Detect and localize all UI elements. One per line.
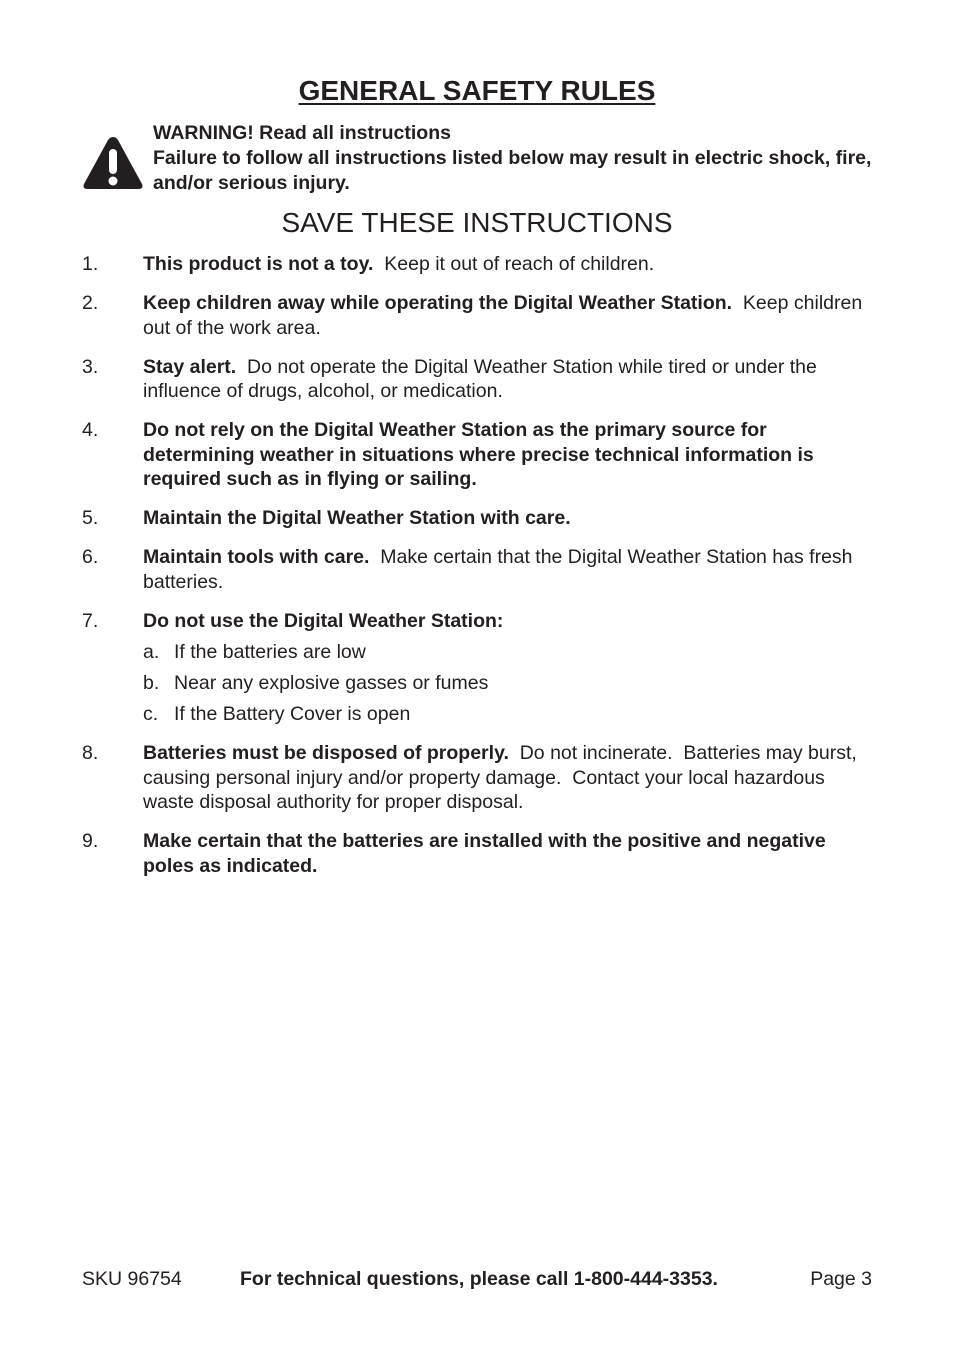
rule-number: 2. xyxy=(82,291,99,314)
rule-bold-text: Do not rely on the Digital Weather Station as the primary source for determining weather in situations where precise technical information is required such as in flying or sailing. xyxy=(143,419,814,491)
rule-number: 9. xyxy=(82,830,99,853)
rule-bold-text: Maintain tools with care. xyxy=(143,546,370,569)
rule-bold-text: This product is not a toy. xyxy=(143,253,374,275)
rule-text: Keep children out of the work area. xyxy=(143,291,868,339)
rule-bold-text: Stay alert. xyxy=(143,355,237,378)
warning-triangle-icon xyxy=(82,134,144,192)
rule-item xyxy=(82,609,872,727)
rule-number: 8. xyxy=(82,742,99,765)
rule-number: 4. xyxy=(82,419,99,442)
rule-number: 7. xyxy=(82,609,99,632)
rule-item xyxy=(82,545,872,594)
rule-item xyxy=(82,252,872,277)
technical-support-line: For technical questions, please call 1-800-444-3353. xyxy=(240,1268,718,1290)
rule-bold-text: Maintain the Digital Weather Station with care. xyxy=(143,507,571,530)
rule-number: 5. xyxy=(82,507,99,530)
rule-item xyxy=(82,506,872,531)
page-title xyxy=(0,74,954,108)
sku-number: SKU 96754 xyxy=(82,1268,182,1290)
rule-text: Keep it out of reach of children. xyxy=(373,253,655,275)
rule-subitem xyxy=(143,702,872,727)
rule-item xyxy=(82,829,872,878)
subitem-letter: b. xyxy=(143,672,160,695)
rule-bold-text: Batteries must be disposed of properly. xyxy=(143,742,509,765)
page-number: Page 3 xyxy=(810,1268,872,1290)
subitem-text: Near any explosive gasses or fumes xyxy=(174,672,489,695)
rule-text: Do not operate the Digital Weather Station while tired or under the influence of drugs, alcohol, or medication. xyxy=(143,355,823,403)
rule-bold-text: Keep children away while operating the Digital Weather Station. xyxy=(143,291,733,314)
page-title-text: GENERAL SAFETY RULES xyxy=(298,75,656,106)
subitem-text: If the Battery Cover is open xyxy=(174,703,411,726)
rule-subitem xyxy=(143,640,872,665)
rule-number: 6. xyxy=(82,546,99,569)
rule-item xyxy=(82,355,872,404)
subitem-letter: a. xyxy=(143,640,160,663)
warning-heading: WARNING! Read all instructions xyxy=(153,122,451,144)
rule-item xyxy=(82,741,872,815)
subitem-text: If the batteries are low xyxy=(174,640,366,663)
warning-block xyxy=(153,121,893,195)
rule-subitem xyxy=(143,671,872,696)
save-instructions-heading: SAVE THESE INSTRUCTIONS xyxy=(281,207,673,238)
rule-number: 3. xyxy=(82,355,99,378)
rule-text: Do not incinerate. Batteries may burst, causing personal injury and/or property damage. Contact your local hazardous waste disposal authority for proper disposal. xyxy=(143,742,863,814)
rule-number: 1. xyxy=(82,253,99,275)
rule-text: Make certain that the Digital Weather Station has fresh batteries. xyxy=(143,546,858,593)
rule-bold-text: Make certain that the batteries are installed with the positive and negative poles as indicated. xyxy=(143,830,826,877)
rule-item xyxy=(82,291,872,340)
warning-message: Failure to follow all instructions listed below may result in electric shock, fire, and/or serious injury. xyxy=(153,146,872,194)
rule-item xyxy=(82,418,872,492)
subitem-letter: c. xyxy=(143,703,159,726)
rule-bold-text: Do not use the Digital Weather Station: xyxy=(143,609,504,632)
safety-rules-list xyxy=(82,252,872,893)
